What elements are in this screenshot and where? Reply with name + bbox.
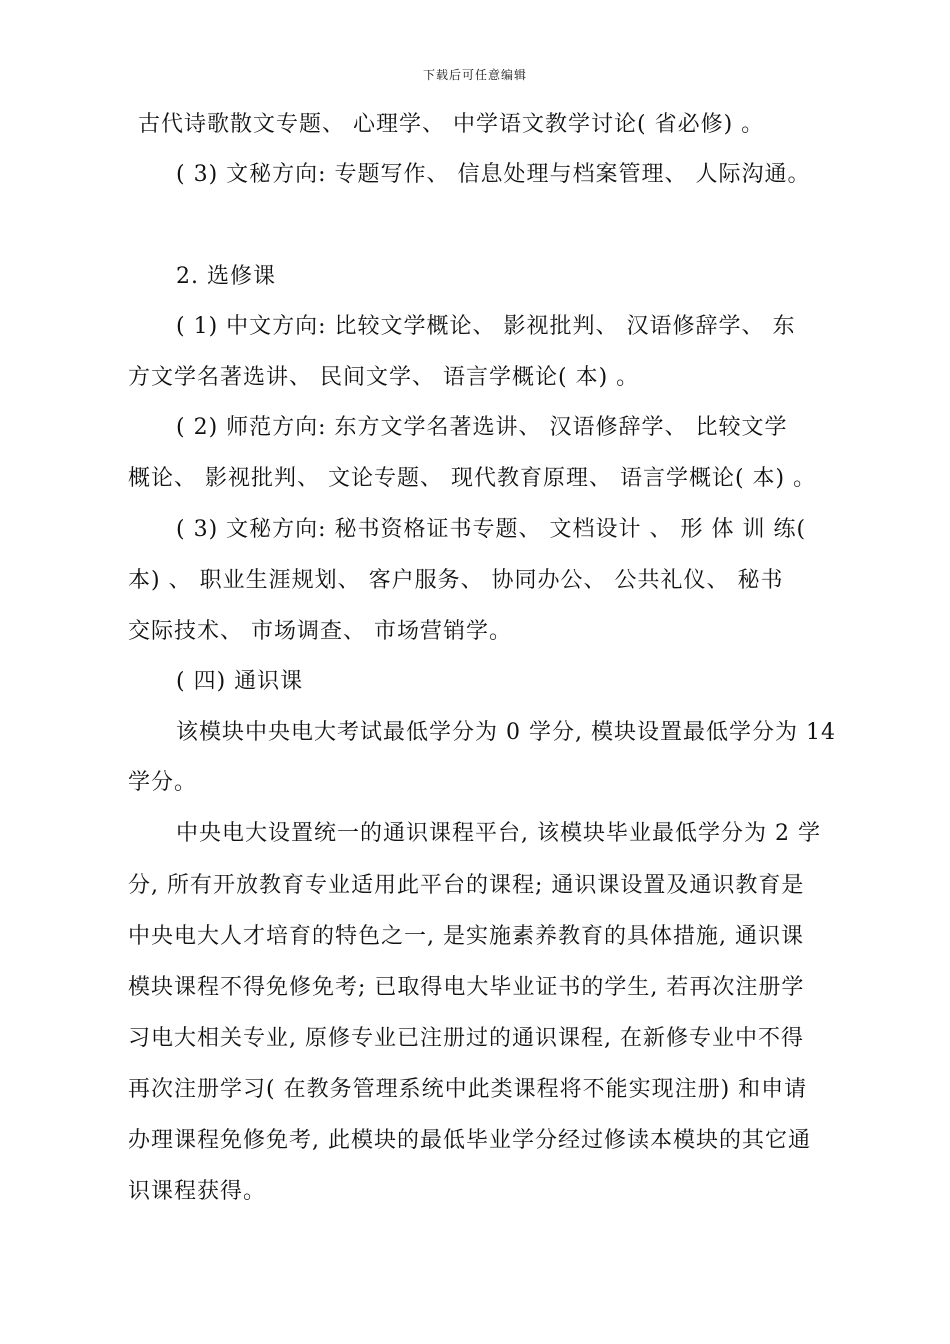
- text-line: ( 3) 文秘方向: 秘书资格证书专题、 文档设计 、 形 体 训 练(: [176, 517, 807, 542]
- text-line: 模块课程不得免修免考; 已取得电大毕业证书的学生, 若再次注册学: [128, 975, 805, 1000]
- text-line: 交际技术、 市场调查、 市场营销学。: [128, 619, 512, 644]
- text-line: 再次注册学习( 在教务管理系统中此类课程将不能实现注册) 和申请: [128, 1077, 808, 1102]
- text-line: 分, 所有开放教育专业适用此平台的课程; 通识课设置及通识教育是: [128, 873, 805, 898]
- text-line: ( 3) 文秘方向: 专题写作、 信息处理与档案管理、 人际沟通。: [176, 162, 811, 187]
- text-line: ( 2) 师范方向: 东方文学名著选讲、 汉语修辞学、 比较文学: [176, 415, 788, 440]
- text-line: 中央电大设置统一的通识课程平台, 该模块毕业最低学分为 2 学: [176, 821, 821, 846]
- text-line: 习电大相关专业, 原修专业已注册过的通识课程, 在新修专业中不得: [128, 1026, 804, 1051]
- text-line: 办理课程免修免考, 此模块的最低毕业学分经过修读本模块的其它通: [128, 1128, 811, 1153]
- page-header-note: 下载后可任意编辑: [422, 68, 527, 82]
- text-line: 本) 、 职业生涯规划、 客户服务、 协同办公、 公共礼仪、 秘书: [128, 568, 784, 593]
- text-line: 概论、 影视批判、 文论专题、 现代教育原理、 语言学概论( 本) 。: [128, 466, 817, 491]
- text-line: 中央电大人才培育的特色之一, 是实施素养教育的具体措施, 通识课: [128, 924, 804, 949]
- text-line: 识课程获得。: [128, 1179, 267, 1204]
- section-heading: ( 四) 通识课: [176, 669, 304, 694]
- text-line: 古代诗歌散文专题、 心理学、 中学语文教学讨论( 省必修) 。: [138, 112, 765, 137]
- text-line: 学分。: [128, 770, 198, 795]
- section-heading: 2. 选修课: [176, 264, 276, 289]
- text-line: 该模块中央电大考试最低学分为 0 学分, 模块设置最低学分为 14: [176, 720, 836, 745]
- text-line: 方文学名著选讲、 民间文学、 语言学概论( 本) 。: [128, 365, 640, 390]
- text-line: ( 1) 中文方向: 比较文学概论、 影视批判、 汉语修辞学、 东: [176, 314, 796, 339]
